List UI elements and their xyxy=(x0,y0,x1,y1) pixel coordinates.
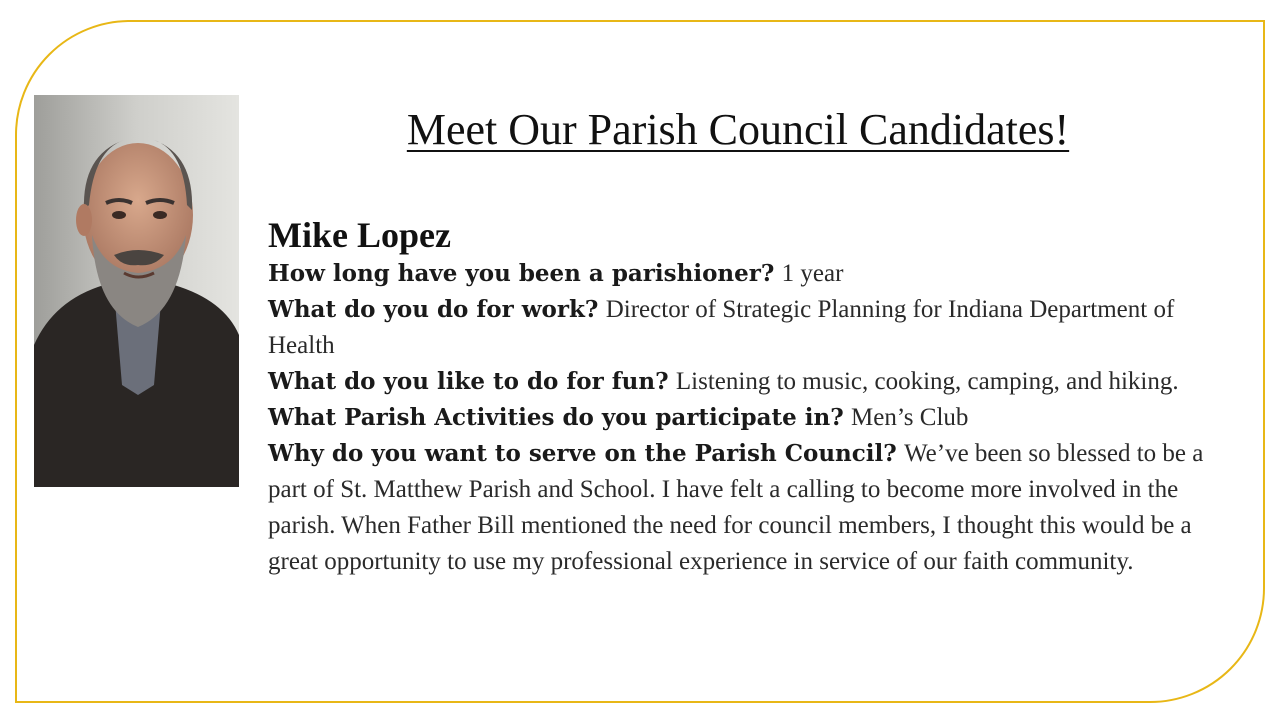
question-text: What do you do for work? xyxy=(268,296,599,323)
candidate-photo xyxy=(34,95,239,487)
answer-text: Listening to music, cooking, camping, and hiking. xyxy=(675,368,1179,395)
answer-text: Director of Strategic Planning for Indiana Department of Health xyxy=(268,296,1175,359)
candidate-name: Mike Lopez xyxy=(268,215,451,255)
question-text: What Parish Activities do you participate in? xyxy=(268,404,844,431)
qa-item xyxy=(268,292,1213,364)
answer-text: We’ve been so blessed to be a part of St. Matthew Parish and School. I have felt a calling to become more involved in the parish. When Father Bill mentioned the need for council members, I thought this would be a great opportunity to use my professional experience in service of our faith community. xyxy=(268,440,1204,575)
question-text: Why do you want to serve on the Parish Council? xyxy=(268,440,897,467)
qa-item xyxy=(268,256,1213,292)
qa-item xyxy=(268,364,1213,400)
page-title: Meet Our Parish Council Candidates! xyxy=(406,105,1070,154)
question-text: How long have you been a parishioner? xyxy=(268,260,775,287)
qa-item xyxy=(268,400,1213,436)
answer-text: Men’s Club xyxy=(851,404,969,431)
qa-item xyxy=(268,436,1213,580)
question-text: What do you like to do for fun? xyxy=(268,368,669,395)
answer-text: 1 year xyxy=(781,260,844,287)
candidate-profile xyxy=(268,214,1213,580)
